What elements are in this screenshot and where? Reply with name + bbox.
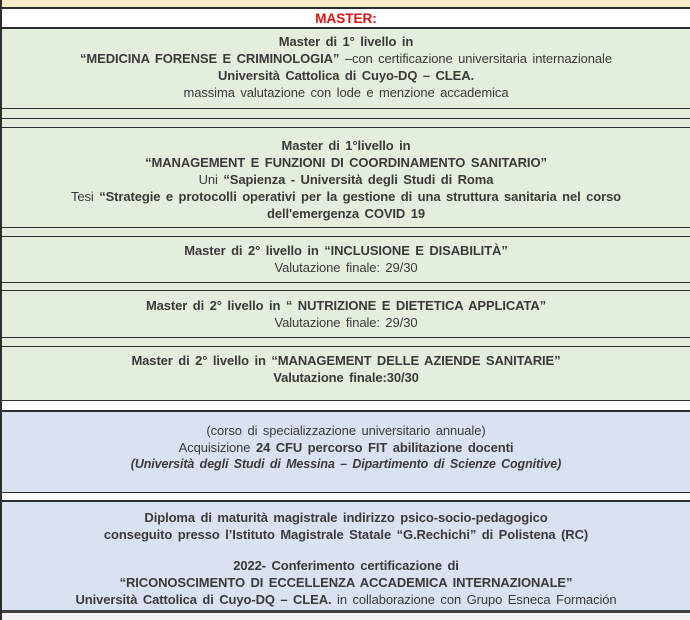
text-line: Università Cattolica di Cuyo-DQ – CLEA. <box>217 68 475 83</box>
separator-strip <box>2 109 690 119</box>
text-line: Master di 2° livello in “INCLUSIONE E DISABILITÀ” <box>184 243 508 258</box>
separator-strip <box>2 401 690 412</box>
text-line: Master di 1° livello in <box>278 34 414 49</box>
master-header-row <box>2 9 690 29</box>
text-line: Diploma di maturità magistrale indirizzo psico-socio-pedagogico <box>144 510 548 525</box>
text-line: (Università degli Studi di Messina – Dipartimento di Scienze Cognitive) <box>130 457 562 471</box>
section-inclusione-disabilita <box>2 237 690 283</box>
text-line: Tesi “Strategie e protocolli operativi per la gestione di una struttura sanitaria nel corso <box>70 189 622 204</box>
text-line: “MANAGEMENT E FUNZIONI DI COORDINAMENTO SANITARIO” <box>145 155 547 170</box>
text-line: (corso di specializzazione universitario annuale) <box>206 423 486 438</box>
text-line: “RICONOSCIMENTO DI ECCELLENZA ACCADEMICA INTERNAZIONALE” <box>119 575 573 590</box>
text-line: dell'emergenza COVID 19 <box>267 206 425 221</box>
separator-strip <box>2 338 690 347</box>
bottom-gray-strip <box>2 613 690 620</box>
separator-strip <box>2 228 690 237</box>
text-line: Uni “Sapienza - Università degli Studi di Roma <box>198 172 494 187</box>
text-line: “MEDICINA FORENSE E CRIMINOLOGIA” –con certificazione universitaria internazionale <box>80 51 612 66</box>
text-line: massima valutazione con lode e menzione accademica <box>183 85 509 100</box>
section-aziende-sanitarie <box>2 347 690 401</box>
section-management-sanitario <box>2 128 690 228</box>
section-diploma-riconoscimento <box>2 502 690 613</box>
section-medicina-forense <box>2 29 690 109</box>
text-line: Master di 2° livello in “ NUTRIZIONE E DIETETICA APPLICATA” <box>145 298 547 313</box>
top-cream-strip <box>2 0 690 9</box>
separator-strip <box>2 119 690 128</box>
text-line: Valutazione finale: 29/30 <box>274 315 418 330</box>
text-line: Valutazione finale: 29/30 <box>274 260 418 275</box>
text-line: Acquisizione 24 CFU percorso FIT abilitazione docenti <box>178 440 514 455</box>
section-nutrizione-dietetica <box>2 291 690 338</box>
master-header-title: MASTER: <box>315 10 377 26</box>
text-line: Master di 2° livello in “MANAGEMENT DELLE AZIENDE SANITARIE” <box>131 353 561 368</box>
text-line: Valutazione finale:30/30 <box>273 370 419 385</box>
section-cfu-fit <box>2 412 690 493</box>
separator-strip <box>2 493 690 502</box>
blank-line <box>2 543 690 557</box>
text-line: 2022- Conferimento certificazione di <box>233 558 459 573</box>
separator-strip <box>2 283 690 291</box>
text-line: Università Cattolica di Cuyo-DQ – CLEA. in collaborazione con Grupo Esneca Formación <box>75 592 617 607</box>
text-line: conseguito presso l’Istituto Magistrale Statale “G.Rechichi” di Polistena (RC) <box>103 527 589 542</box>
text-line: Master di 1°livello in <box>281 138 411 153</box>
